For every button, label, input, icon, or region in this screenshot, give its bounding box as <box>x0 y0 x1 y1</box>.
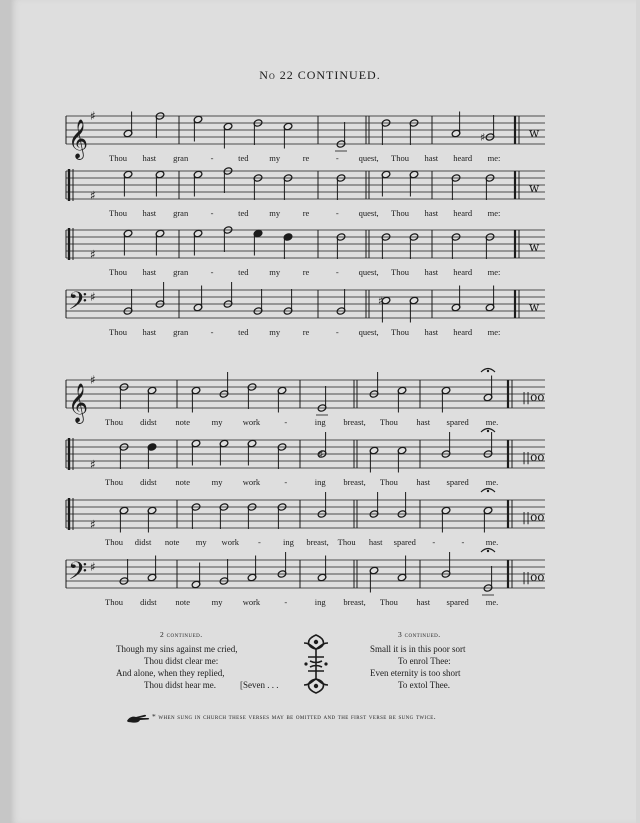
lyric-syllable: my <box>211 477 223 487</box>
lyric-syllable: hast <box>424 208 439 218</box>
lyric-syllable: hast <box>142 153 157 163</box>
verse-3-line-3: Even eternity is too short <box>370 668 461 678</box>
lyric-syllable: ing <box>314 477 326 487</box>
lyric-syllable: didst <box>140 597 157 607</box>
lyric-syllable: Thou <box>379 417 398 427</box>
lyric-syllable: breast, <box>306 537 329 547</box>
lyric-syllable: - <box>335 267 339 277</box>
fermata-icon <box>487 490 489 492</box>
sharp-key-signature-icon: ♯ <box>90 560 96 574</box>
final-mark-icon: w <box>529 240 540 254</box>
lyric-syllable: heard <box>453 327 473 337</box>
final-mark-icon: ||oo <box>522 570 545 584</box>
sharp-key-signature-icon: ♯ <box>90 373 96 387</box>
sharp-key-signature-icon: ♯ <box>90 109 96 123</box>
verse-2-line-2: Thou didst clear me: <box>144 656 219 666</box>
verse-3-heading: 3 continued. <box>398 630 441 639</box>
lyric-syllable: Thou <box>337 537 356 547</box>
lyric-syllable: work <box>242 417 261 427</box>
lyric-syllable: hast <box>424 267 439 277</box>
lyric-syllable: gran <box>173 327 189 337</box>
lyric-syllable: hast <box>142 208 157 218</box>
bass-clef-icon: 𝄢 <box>68 287 88 322</box>
lyric-syllable: - <box>257 537 261 547</box>
verse-2-continuation: [Seven . . . <box>240 680 279 690</box>
lyric-syllable: - <box>335 208 339 218</box>
lyric-syllable: hast <box>416 417 431 427</box>
final-mark-icon: ||oo <box>522 510 545 524</box>
lyric-syllable: spared <box>393 537 416 547</box>
lyric-syllable: my <box>269 267 281 277</box>
lyric-syllable: ted <box>238 327 249 337</box>
lyric-syllable: Thou <box>391 153 409 163</box>
lyric-syllable: my <box>269 327 281 337</box>
lyric-syllable: ted <box>238 267 249 277</box>
lyric-syllable: note <box>175 477 191 487</box>
lyric-syllable: hast <box>416 477 431 487</box>
sharp-accidental-icon: ♯ <box>480 131 486 144</box>
lyric-syllable: spared <box>446 477 469 487</box>
footnote: * when sung in church these verses may be omitted and the first verse be sung twice. <box>152 712 437 721</box>
final-mark-icon: w <box>529 126 540 140</box>
lyric-syllable: my <box>195 537 207 547</box>
lyric-syllable: me. <box>485 597 499 607</box>
lyric-syllable: Thou <box>105 597 123 607</box>
final-mark-icon: w <box>529 300 540 314</box>
lyric-syllable: didst <box>134 537 152 547</box>
lyric-syllable: Thou <box>379 597 398 607</box>
lyric-syllable: - <box>284 417 288 427</box>
sharp-key-signature-icon: ♯ <box>90 290 96 304</box>
lyric-syllable: gran <box>173 208 189 218</box>
sharp-key-signature-icon: ♯ <box>90 188 96 203</box>
lyric-syllable: gran <box>173 267 189 277</box>
verse-2-line-4: Thou didst hear me. <box>144 680 216 690</box>
treble-clef-icon: 𝄞 <box>68 383 89 423</box>
lyric-syllable: Thou <box>109 208 127 218</box>
lyric-syllable: work <box>242 477 261 487</box>
verse-2-line-3: And alone, when they replied, <box>116 668 225 678</box>
lyric-syllable: me. <box>485 477 499 487</box>
lyric-syllable: - <box>210 327 214 337</box>
lyric-syllable: ing <box>283 537 294 547</box>
lyric-syllable: hast <box>142 327 157 337</box>
lyric-syllable: me: <box>487 153 501 163</box>
lyric-syllable: - <box>432 537 436 547</box>
lyric-syllable: heard <box>453 267 473 277</box>
lyric-syllable: work <box>221 537 240 547</box>
sharp-accidental-icon: ♯ <box>318 448 324 461</box>
lyric-syllable: my <box>211 597 223 607</box>
lyric-syllable: Thou <box>109 267 127 277</box>
lyric-syllable: Thou <box>105 477 123 487</box>
lyric-syllable: note <box>164 537 180 547</box>
sharp-key-signature-icon: ♯ <box>90 247 96 262</box>
lyric-syllable: my <box>269 208 281 218</box>
fermata-icon <box>487 370 489 372</box>
lyric-syllable: me: <box>487 327 501 337</box>
lyric-syllable: didst <box>140 417 157 427</box>
lyric-syllable: - <box>210 153 214 163</box>
pointing-hand-icon <box>126 712 150 724</box>
verse-3-line-4: To extol Thee. <box>398 680 450 690</box>
lyric-syllable: - <box>284 597 288 607</box>
verse-2-heading: 2 continued. <box>160 630 203 639</box>
lyric-syllable: Thou <box>391 327 409 337</box>
lyric-syllable: hast <box>142 267 157 277</box>
lyric-syllable: breast, <box>343 477 366 487</box>
final-mark-icon: ||oo <box>522 450 545 464</box>
verse-2-line-1: Though my sins against me cried, <box>116 644 238 654</box>
page-title: No 22 CONTINUED. <box>259 68 381 82</box>
lyric-syllable: spared <box>446 597 469 607</box>
lyric-syllable: - <box>210 208 214 218</box>
lyric-syllable: - <box>284 477 288 487</box>
lyric-syllable: note <box>175 597 191 607</box>
lyric-syllable: re <box>302 267 310 277</box>
lyric-syllable: Thou <box>105 537 123 547</box>
lyric-syllable: ing <box>314 417 326 427</box>
treble-clef-icon: 𝄞 <box>68 119 89 159</box>
lyric-syllable: me: <box>487 267 501 277</box>
final-mark-icon: ||oo <box>522 390 545 404</box>
lyric-syllable: breast, <box>343 417 366 427</box>
sharp-key-signature-icon: ♯ <box>90 457 96 472</box>
lyric-syllable: hast <box>424 153 439 163</box>
lyric-syllable: note <box>175 417 191 427</box>
lyric-syllable: me. <box>485 417 499 427</box>
lyric-syllable: - <box>461 537 465 547</box>
lyric-syllable: Thou <box>379 477 398 487</box>
lyric-syllable: breast, <box>343 597 366 607</box>
lyric-syllable: spared <box>446 417 469 427</box>
lyric-syllable: Thou <box>391 208 409 218</box>
lyric-syllable: re <box>302 153 310 163</box>
lyric-syllable: gran <box>173 153 189 163</box>
lyric-syllable: Thou <box>391 267 409 277</box>
lyric-syllable: hast <box>368 537 383 547</box>
lyric-syllable: quest, <box>358 267 379 277</box>
ornament-icon <box>300 633 332 695</box>
lyric-syllable: heard <box>453 153 473 163</box>
lyric-syllable: ted <box>238 153 249 163</box>
verse-3-line-1: Small it is in this poor sort <box>370 644 466 654</box>
lyric-syllable: hast <box>416 597 431 607</box>
lyric-syllable: Thou <box>105 417 123 427</box>
lyric-syllable: heard <box>453 208 473 218</box>
fermata-icon <box>487 430 489 432</box>
lyric-syllable: my <box>269 153 281 163</box>
lyric-syllable: work <box>242 597 261 607</box>
lyric-syllable: Thou <box>109 327 127 337</box>
bass-clef-icon: 𝄢 <box>68 557 88 592</box>
lyric-syllable: hast <box>424 327 439 337</box>
lyric-syllable: me: <box>487 208 501 218</box>
lyric-syllable: - <box>335 327 339 337</box>
lyric-syllable: quest, <box>358 208 379 218</box>
fermata-icon <box>487 550 489 552</box>
lyric-syllable: re <box>302 208 310 218</box>
final-mark-icon: w <box>529 181 540 195</box>
lyric-syllable: re <box>302 327 310 337</box>
lyric-syllable: me. <box>485 537 499 547</box>
lyric-syllable: - <box>210 267 214 277</box>
verse-3-line-2: To enrol Thee: <box>398 656 451 666</box>
lyric-syllable: quest, <box>358 153 379 163</box>
lyric-syllable: quest, <box>358 327 379 337</box>
lyric-syllable: ted <box>238 208 249 218</box>
lyric-syllable: Thou <box>109 153 127 163</box>
lyric-syllable: didst <box>140 477 157 487</box>
sharp-key-signature-icon: ♯ <box>90 517 96 532</box>
lyric-syllable: my <box>211 417 223 427</box>
lyric-syllable: ing <box>314 597 326 607</box>
lyric-syllable: - <box>335 153 339 163</box>
sharp-accidental-icon: ♯ <box>378 294 384 308</box>
